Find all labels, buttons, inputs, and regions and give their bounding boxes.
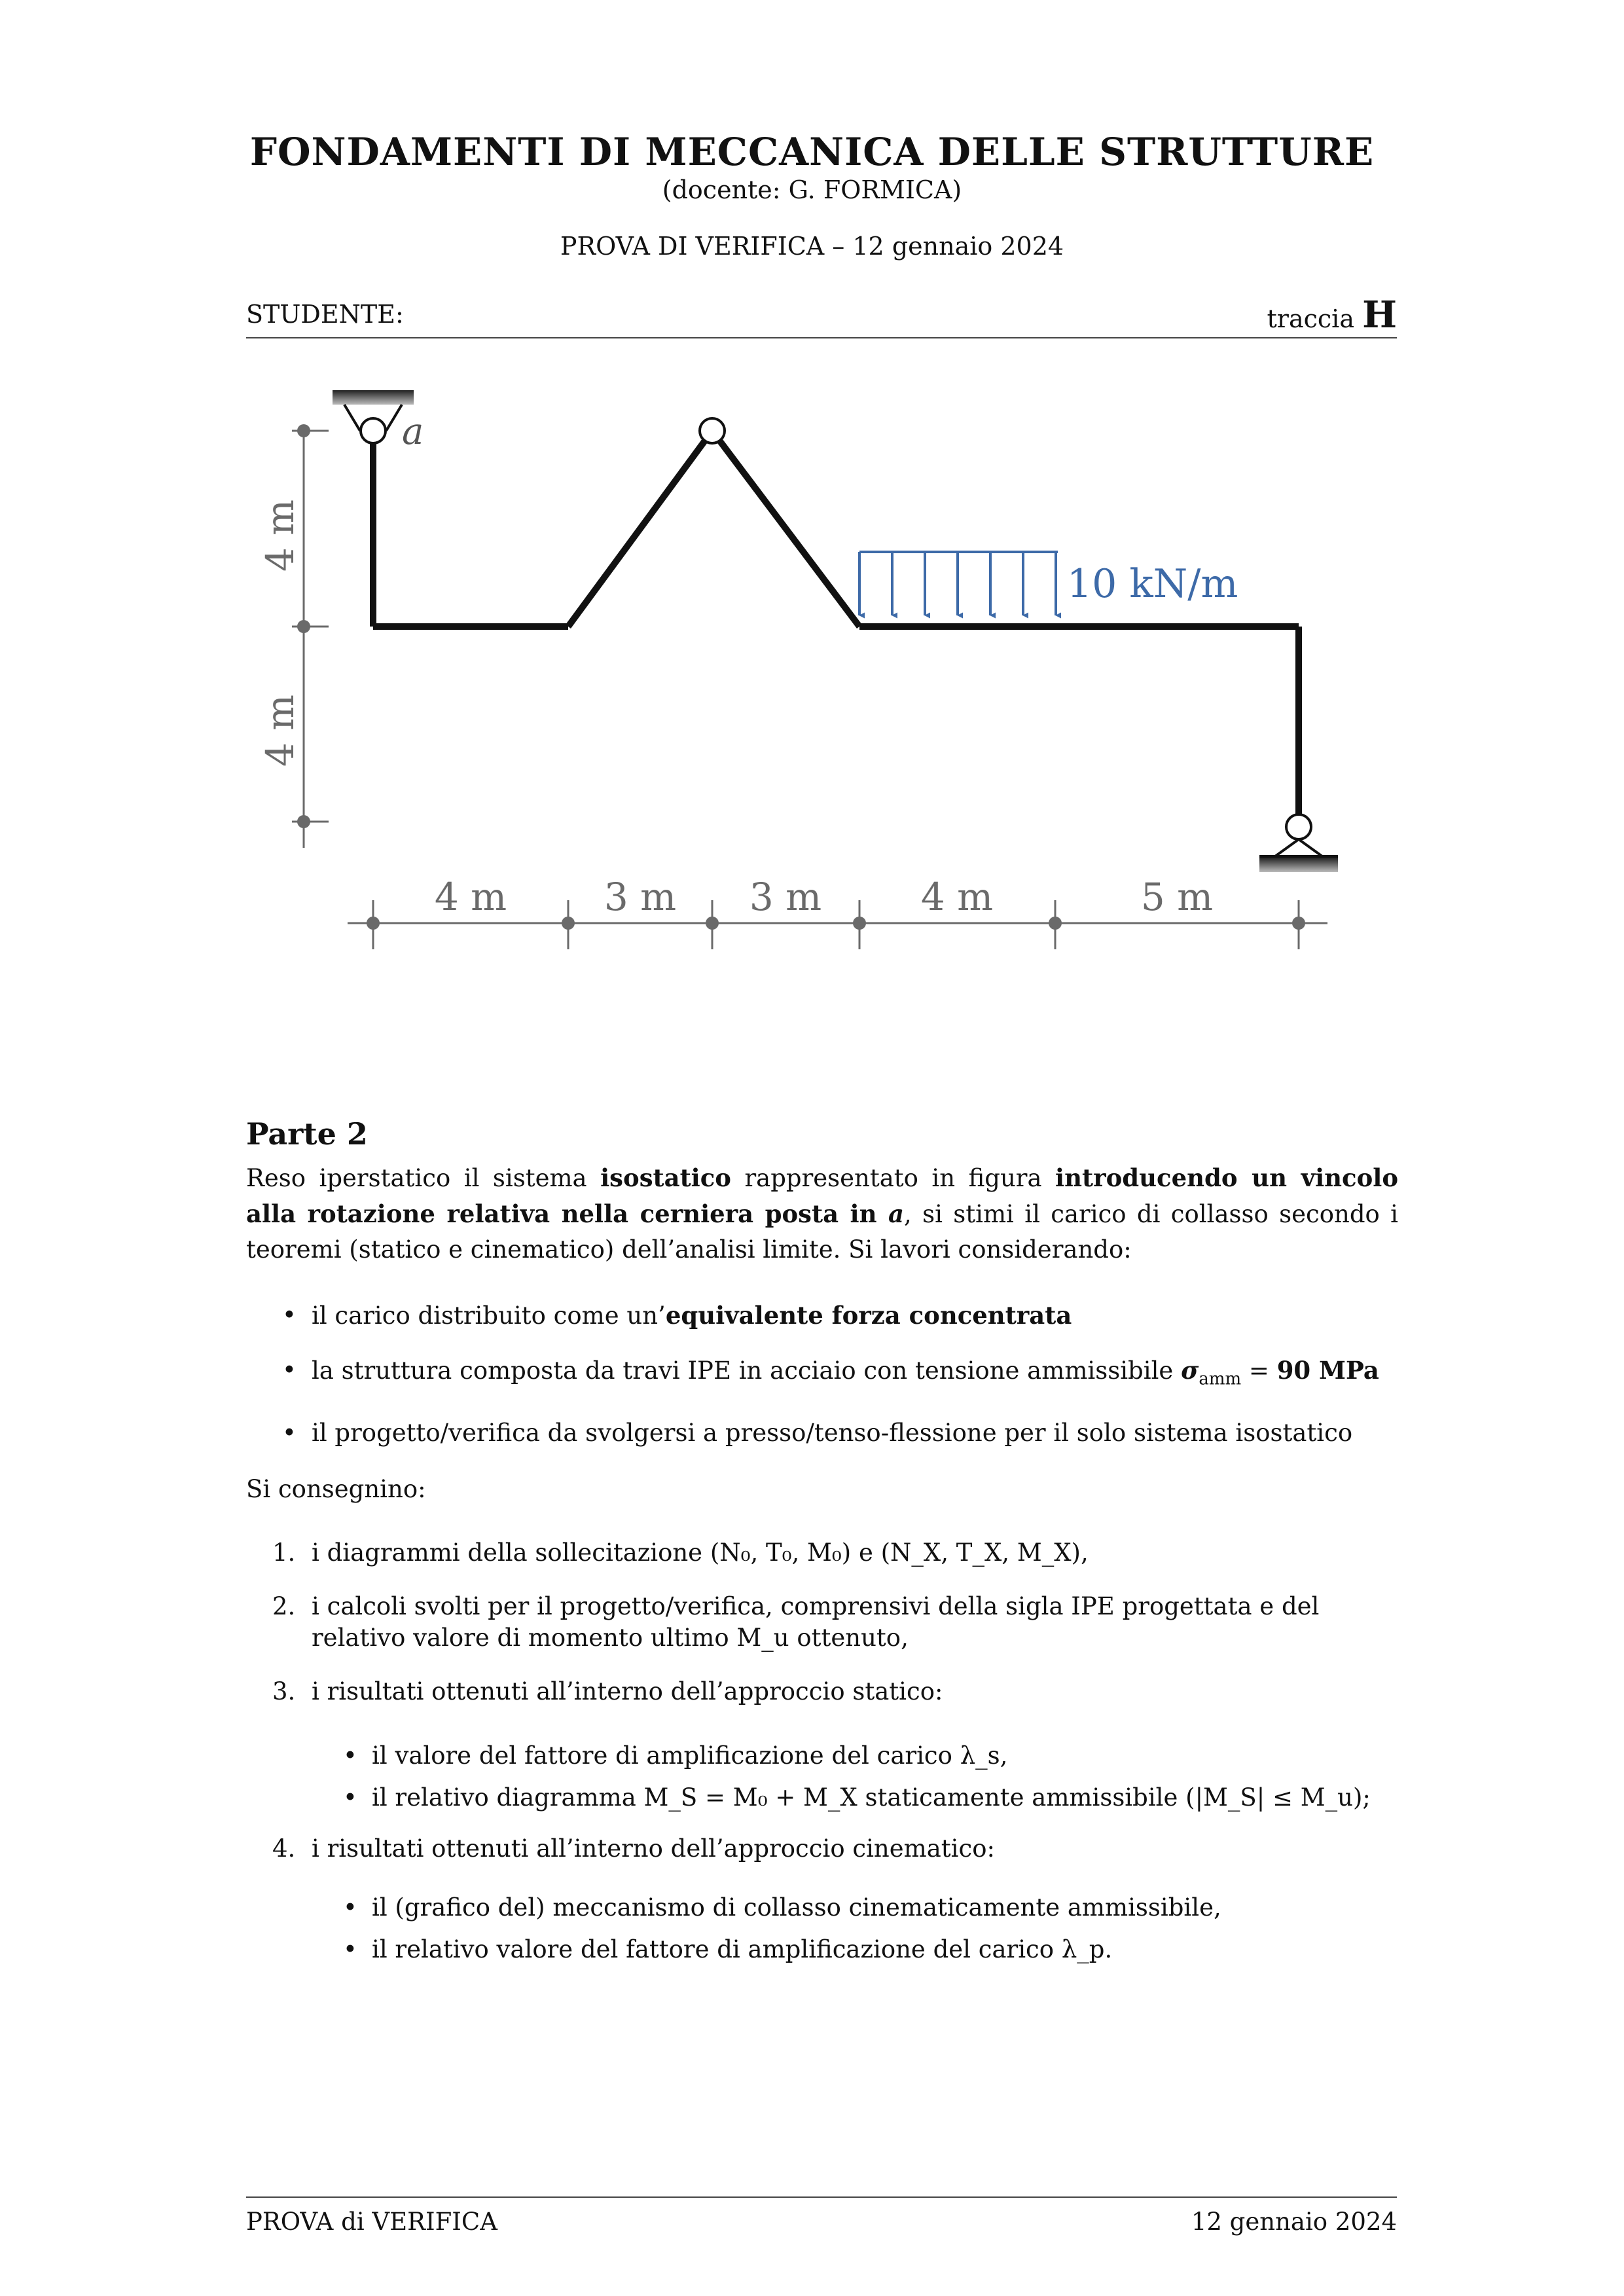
rafter-up [568,431,712,627]
student-label: STUDENTE: [246,300,404,329]
vertical-dim-label-upper: 4 m [258,499,302,572]
assumptions-list [246,1300,1398,1472]
bullet-3-text: il progetto/verifica da svolgersi a presso/tenso-flessione per il solo sistema isostatico [312,1419,1353,1448]
intro-bold-a: a [888,1199,904,1228]
item-4-sub-1: il (grafico del) meccanismo di collasso cinematicamente ammissibile, [372,1893,1221,1922]
item-number: 4. [272,1834,296,1863]
instructor-line: (docente: G. FORMICA) [662,175,962,204]
document-title: FONDAMENTI DI MECCANICA DELLE STRUTTURE [249,130,1375,174]
footer-left: PROVA di VERIFICA [246,2208,497,2236]
hinge-a-icon [361,418,386,443]
load-label: 10 kN/m [1067,561,1238,607]
hinge-a-label: a [402,410,424,453]
item-4-text: i risultati ottenuti all’interno dell’approccio cinematico: [312,1834,995,1863]
frame-members [373,431,1299,822]
list-item [246,1833,1398,1865]
item-2-text: i calcoli svolti per il progetto/verifica, comprensivi della sigla IPE progettata e del relativo valore di momento ultimo M_u ottenuto, [312,1592,1320,1652]
horizontal-dim-label-3: 3 m [749,875,822,919]
traccia-letter: H [1362,293,1397,337]
distributed-load [859,552,1238,615]
sigma-subscript: amm [1199,1369,1242,1389]
horizontal-dim-label-1: 4 m [434,875,507,919]
intro-text-1: Reso iperstatico il sistema [246,1164,601,1192]
intro-bold-2: introducendo un vincolo alla rotazione relativa nella cerniera posta in [246,1163,1398,1228]
horizontal-dim-label-5: 5 m [1140,875,1214,919]
footer-rule [246,2196,1397,2198]
traccia-label [1267,293,1397,337]
sigma-symbol: σ [1181,1356,1199,1385]
list-item [246,1782,1398,1813]
vertical-dim-label-lower: 4 m [258,694,302,767]
item-1-text: i diagrammi della sollecitazione (N₀, T₀, M₀) e (N_X, T_X, M_X), [312,1539,1089,1567]
horizontal-dim-label-4: 4 m [920,875,994,919]
intro-text-3: , si stimi il carico di collasso secondo i teoremi (statico e cinematico) dell’analisi limite. Si lavori considerando: [246,1200,1399,1264]
sigma-value: 90 MPa [1276,1356,1379,1385]
list-item [246,1934,1398,1965]
exam-date-line: PROVA DI VERIFICA – 12 gennaio 2024 [560,232,1064,261]
list-item [246,1591,1398,1654]
intro-bold-1: isostatico [600,1163,731,1192]
item-3-sub-2: il relativo diagramma M_S = M₀ + M_X staticamente ammissibile (|M_S| ≤ M_u); [372,1783,1371,1812]
list-item [246,1300,1398,1332]
intro-text-2: rappresentato in figura [731,1164,1056,1192]
list-item [246,1355,1398,1394]
vertical-dimension [292,424,329,848]
header-rule [246,337,1397,338]
hinge-apex-icon [700,418,725,443]
list-item [246,1537,1398,1569]
list-item [246,1676,1398,1707]
list-item [246,1740,1398,1772]
static-approach-list [246,1740,1398,1824]
rafter-down [712,431,859,627]
bullet-2-text: la struttura composta da travi IPE in acciaio con tensione ammissibile [312,1357,1182,1385]
item-3-sub-1: il valore del fattore di amplificazione del carico λ_s, [372,1741,1008,1770]
horizontal-dim-label-2: 3 m [604,875,677,919]
structure-figure [246,367,1359,989]
deliverables-list [246,1537,1398,1723]
kinematic-approach-list [246,1892,1398,1976]
item-4-sub-2: il relativo valore del fattore di amplificazione del carico λ_p. [372,1935,1113,1963]
traccia-text: traccia [1267,304,1354,333]
bullet-1-bold: equivalente forza concentrata [665,1301,1072,1330]
part-title: Parte 2 [246,1116,368,1152]
deliverables-list-cont [246,1833,1398,1865]
item-3-text: i risultati ottenuti all’interno dell’approccio statico: [312,1677,943,1705]
item-number: 2. [272,1592,296,1620]
deliverables-label: Si consegnino: [246,1475,426,1503]
equals-sign: = [1241,1357,1277,1385]
item-number: 1. [272,1539,296,1567]
bullet-1-text: il carico distribuito come un’ [312,1302,666,1330]
item-number: 3. [272,1677,296,1705]
list-item [246,1417,1398,1449]
bottom-support-icon [1259,814,1338,872]
intro-paragraph [246,1160,1398,1267]
footer-right: 12 gennaio 2024 [1191,2208,1397,2236]
list-item [246,1892,1398,1923]
